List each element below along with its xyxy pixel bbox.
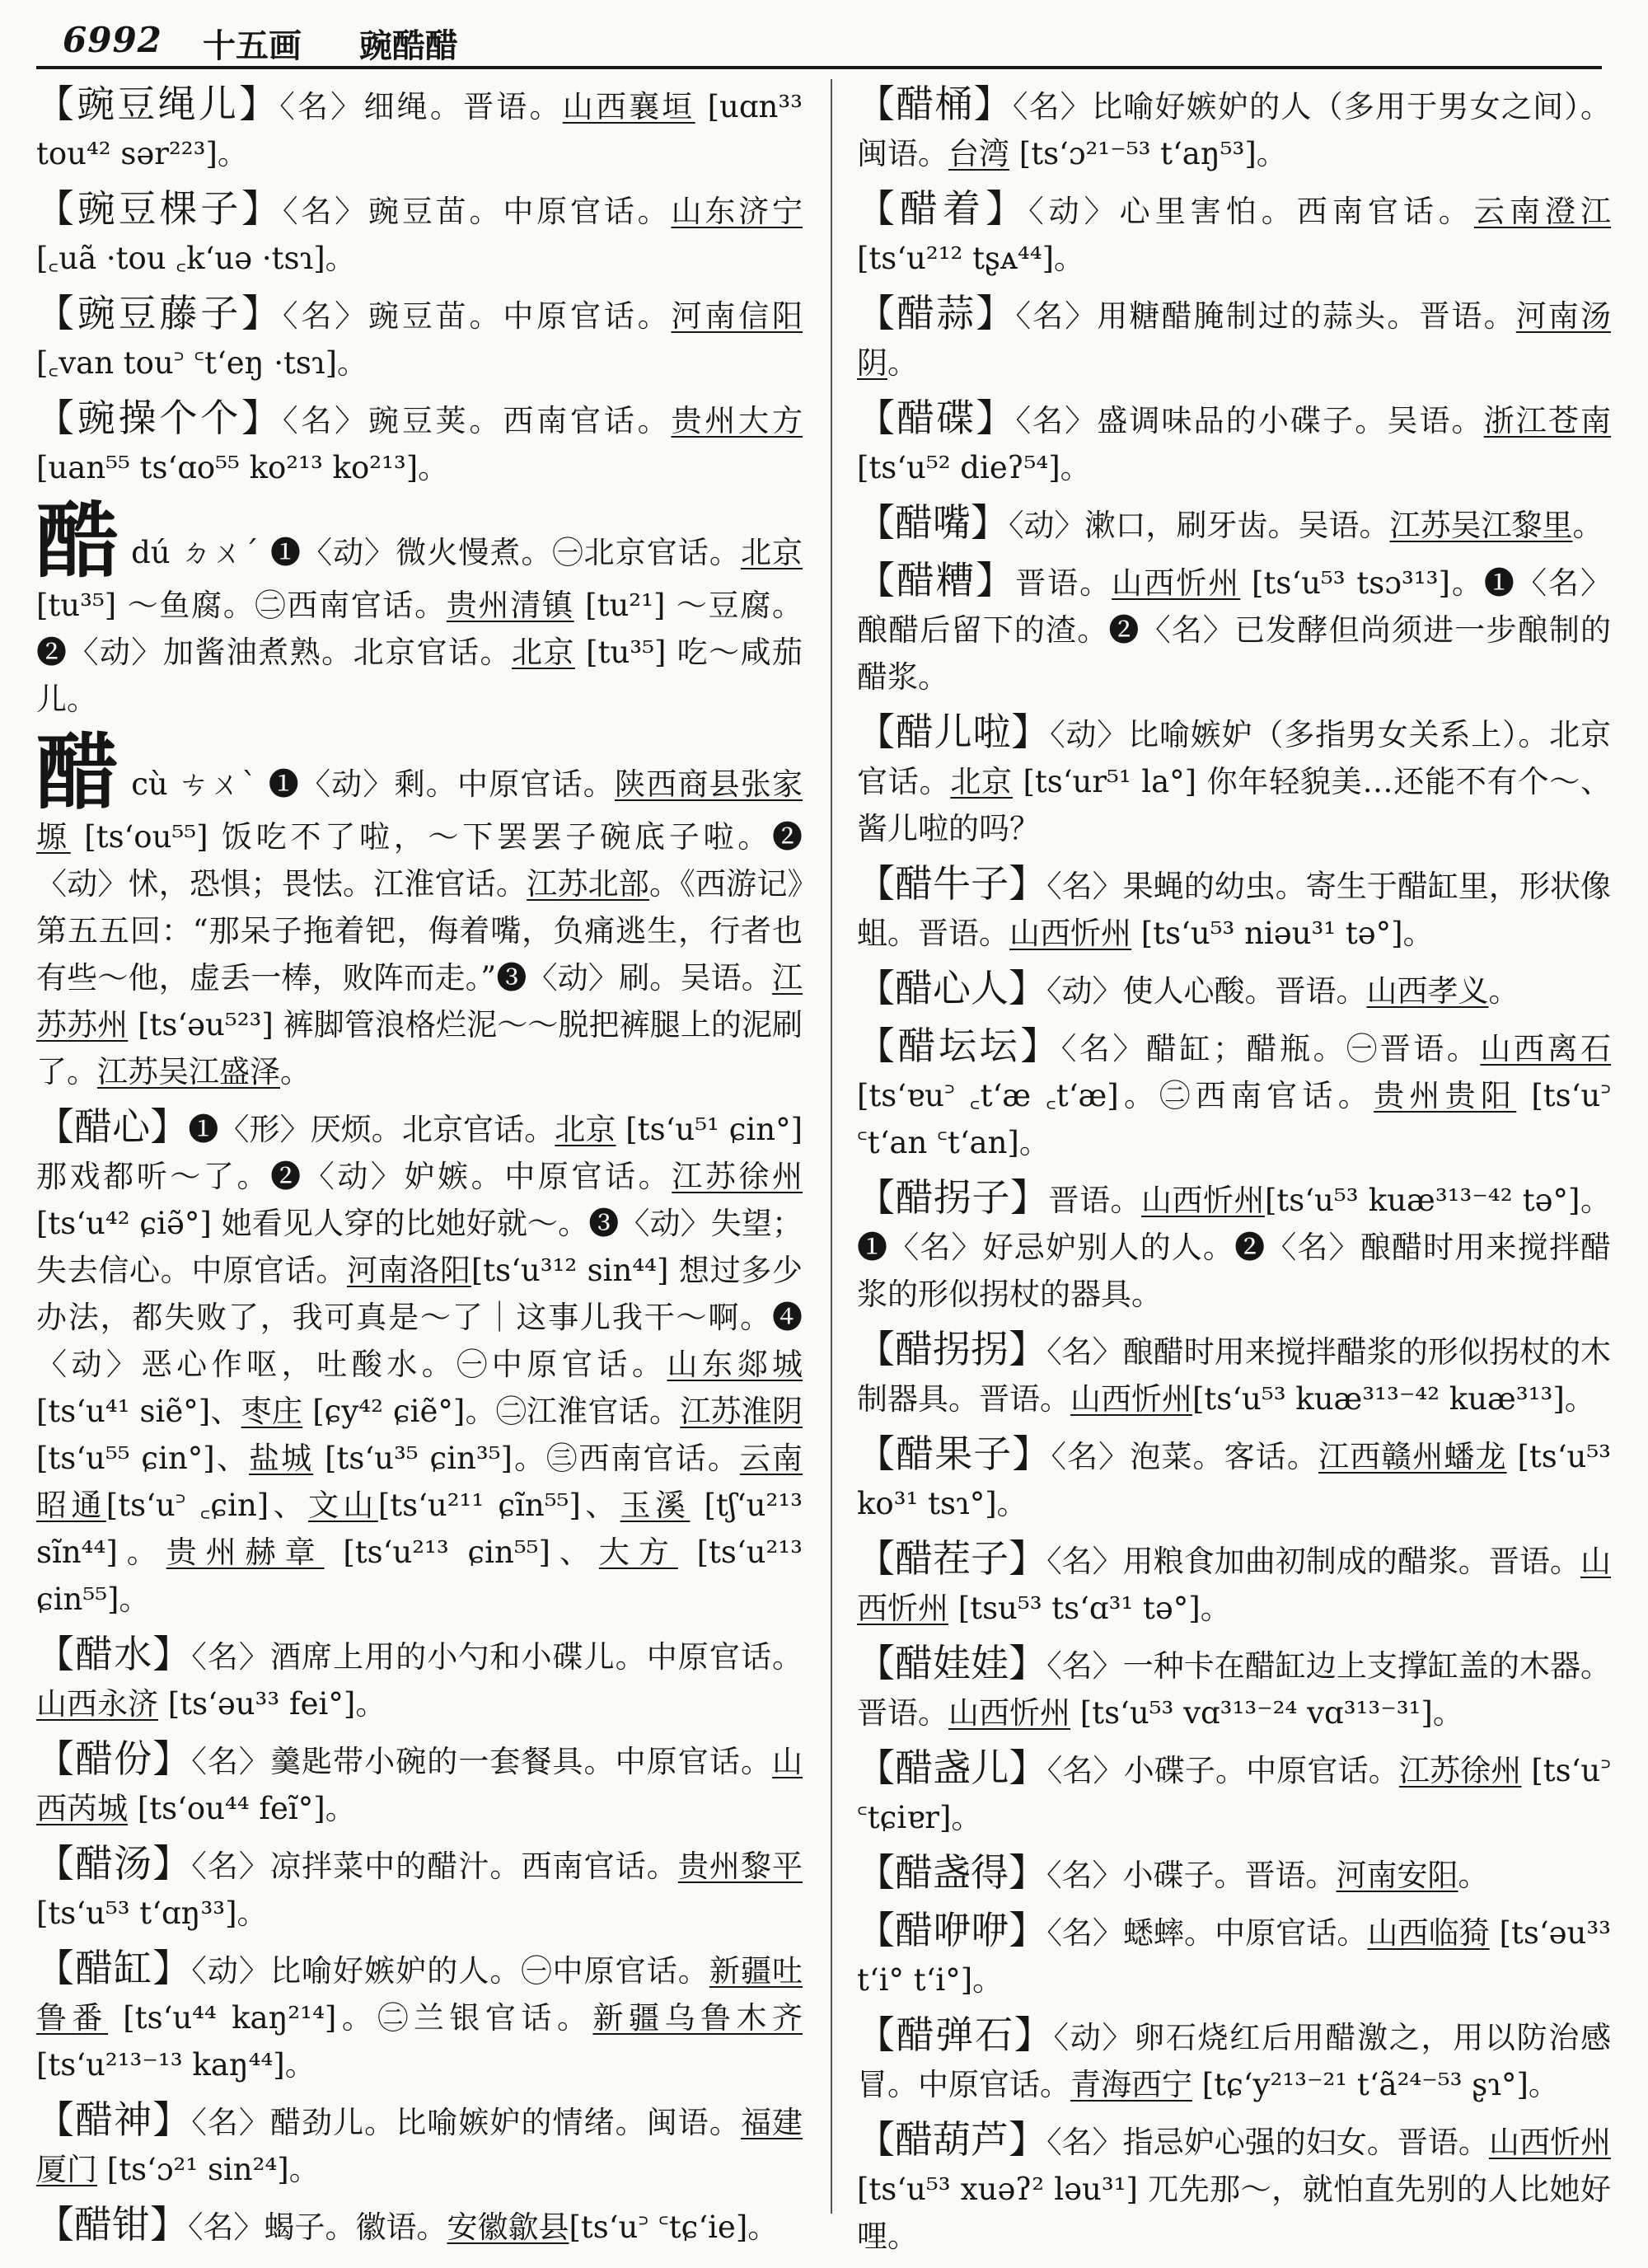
entry-text: 〈动〉使人心酸。晋语。	[1046, 973, 1367, 1009]
place-name: 青海西宁	[1070, 2067, 1192, 2102]
entry-text: [ts‘u⁵⁵ ɕin°]、	[36, 1441, 249, 1476]
entry-text: 〈名〉指忌妒心强的妇女。晋语。	[1046, 2125, 1489, 2160]
place-name: 枣庄	[241, 1394, 303, 1429]
entry-text: [ts‘u³⁵ ɕin³⁵]。㊂西南官话。	[313, 1441, 740, 1476]
entry-headword: 【醋咿咿】	[857, 1908, 1047, 1952]
entry-text: 晋语。	[1015, 565, 1112, 601]
entry-text: [ts‘u²¹³ ɕin⁵⁵]、	[324, 1535, 599, 1570]
entry-text: 〈名〉比喻好嫉妒的人（多用于男女之间）。闽语。	[857, 89, 1612, 171]
entry-text: [ts‘u⁵³ tsɔ³¹³]。❶〈名〉酿醋后留下的渣。❷〈名〉已发酵但尚须进一步酿制的醋浆。	[857, 565, 1612, 695]
place-name: 大方	[598, 1535, 678, 1570]
dictionary-entry	[36, 1104, 803, 1623]
entry-text: [ts‘ou⁴⁴ feĩ°]。	[128, 1791, 356, 1826]
entry-text: 〈名〉蝎子。徽语。	[188, 2209, 447, 2245]
place-name: 山西忻州	[1488, 2125, 1612, 2160]
entry-headword: 【醋蒜】	[857, 291, 1016, 335]
entry-text: 晋语。	[1048, 1183, 1141, 1218]
dictionary-entry	[857, 1640, 1611, 1736]
place-name: 台湾	[948, 136, 1009, 171]
entry-text: 。	[1572, 508, 1604, 543]
dictionary-entry	[857, 499, 1611, 549]
dictionary-entry	[36, 1840, 803, 1937]
dictionary-entry	[857, 1849, 1611, 1899]
entry-text: ❶〈形〉厌烦。北京官话。	[188, 1112, 555, 1147]
right-column	[857, 81, 1611, 2268]
entry-text: 〈动〉比喻嫉妒（多指男女关系上）。北京官话。	[857, 717, 1612, 799]
entry-headword: 【醋份】	[36, 1736, 192, 1781]
entry-text: [ts‘u⁵² dieʔ⁵⁴]。	[857, 450, 1091, 485]
entry-text: [ts‘u⁵³ vɑ³¹³⁻²⁴ vɑ³¹³⁻³¹]。	[1070, 1695, 1463, 1731]
entry-headword: 【豌操个个】	[36, 396, 283, 440]
entry-text: [ts‘ɐu꜄ ꜀t‘æ ꜀t‘æ]。㊁西南官话。	[857, 1078, 1374, 1113]
entry-text: 〈动〉卵石烧红后用醋激之，用以防治感冒。中原官话。	[857, 2020, 1612, 2102]
entry-text: 。	[1488, 973, 1519, 1009]
place-name: 山西忻州	[1112, 565, 1241, 601]
entry-text: 〈名〉泡菜。客话。	[1051, 1439, 1318, 1474]
entry-text: [uan⁵⁵ ts‘ɑo⁵⁵ ko²¹³ ko²¹³]。	[36, 450, 449, 485]
entry-text: cù ㄘㄨˋ ❶〈动〉剩。中原官话。	[131, 766, 615, 802]
place-name: 贵州大方	[671, 403, 803, 438]
dictionary-entry	[857, 1535, 1611, 1632]
dictionary-entry	[857, 1431, 1611, 1527]
place-name: 山东济宁	[671, 194, 803, 229]
entry-text: [ts‘əu⁵²³] 裤脚管浪格烂泥～～脱把裤腿上的泥刷了。	[36, 1007, 803, 1089]
entry-text: [ts‘u⁵¹ ɕin°] 那戏都听～了。❷〈动〉妒嫉。中原官话。	[36, 1112, 803, 1194]
entry-text: 〈名〉豌豆苗。中原官话。	[283, 298, 672, 334]
dictionary-entry	[857, 1326, 1611, 1422]
entry-headword: 【醋葫芦】	[857, 2117, 1047, 2162]
entry-text: [ts‘u⁵³ t‘ɑŋ³³]。	[36, 1895, 268, 1931]
place-name: 江苏徐州	[1398, 1753, 1522, 1788]
entry-text: [ts‘u꜄ ꜂tɕ‘ie]。	[569, 2209, 779, 2245]
place-name: 江苏苏州	[36, 960, 803, 1043]
entry-headword: 【醋盏得】	[857, 1850, 1046, 1895]
place-name: 贵州贵阳	[1374, 1078, 1517, 1113]
place-name: 北京	[740, 535, 803, 570]
entry-headword: 【豌豆绳儿】	[36, 82, 280, 126]
entry-text: dú ㄉㄨˊ ❶〈动〉微火慢煮。㊀北京官话。	[131, 535, 741, 570]
entry-headword: 【醋弹石】	[857, 2013, 1054, 2057]
entry-headword: 【醋嘴】	[857, 500, 1009, 545]
entry-headword: 【豌豆藤子】	[36, 291, 283, 335]
place-name: 新疆吐鲁番	[36, 1953, 803, 2036]
dictionary-entry	[36, 81, 803, 177]
headword-character: 醋	[36, 724, 120, 821]
place-name: 山西忻州	[1009, 916, 1131, 951]
place-name: 江苏淮阴	[680, 1394, 803, 1429]
place-name: 山西孝义	[1366, 973, 1489, 1009]
place-name: 山西忻州	[1070, 1381, 1192, 1417]
entry-text: 〈名〉豌豆苗。中原官话。	[283, 194, 672, 229]
entry-text: [ts‘u꜄ ꜂t‘an ꜂t‘an]。	[857, 1078, 1612, 1160]
entry-text: [ts‘ɔ²¹⁻⁵³ t‘aŋ⁵³]。	[1009, 136, 1287, 171]
entry-headword: 【醋桶】	[857, 82, 1013, 126]
entry-text: [ts‘u꜄ ꜀ɕin]、	[105, 1488, 309, 1523]
place-name: 新疆乌鲁木齐	[592, 2000, 803, 2036]
entry-text: [tu³⁵] 吃～咸茄儿。	[36, 635, 803, 717]
entry-text: [tʃ‘u²¹³ sĩn⁴⁴]。	[36, 1488, 803, 1570]
dictionary-entry	[857, 557, 1611, 701]
entry-text: 〈名〉蟋蟀。中原官话。	[1046, 1915, 1368, 1951]
place-name: 山西芮城	[36, 1744, 803, 1826]
dictionary-entry	[857, 965, 1611, 1015]
place-name: 北京	[950, 764, 1013, 799]
place-name: 福建厦门	[36, 2105, 803, 2187]
entry-headword: 【醋娃娃】	[857, 1641, 1047, 1685]
entry-headword: 【醋糟】	[857, 558, 1016, 602]
entry-text: [ts‘u⁵³ ko³¹ tsɿ°]。	[857, 1439, 1612, 1521]
entry-text: 〈动〉心里害怕。西南官话。	[1028, 194, 1474, 229]
entry-text: [ts‘ur⁵¹ la°] 你年轻貌美…还能不有个～、酱儿啦的吗？	[857, 764, 1612, 846]
entry-headword: 【醋儿啦】	[857, 710, 1051, 754]
entry-text: [ts‘u²¹³ ɕin⁵⁵]。	[36, 1535, 803, 1617]
entry-text: 〈名〉羹匙带小碗的一套餐具。中原官话。	[191, 1744, 773, 1779]
dictionary-entry	[36, 395, 803, 491]
entry-headword: 【醋果子】	[857, 1432, 1051, 1476]
place-name: 河南信阳	[671, 298, 803, 334]
entry-text: 〈名〉细绳。晋语。	[279, 89, 563, 124]
entry-headword: 【醋着】	[857, 186, 1029, 231]
entry-text: 〈名〉一种卡在醋缸边上支撑缸盖的木器。晋语。	[857, 1648, 1611, 1731]
dictionary-entry	[857, 2012, 1611, 2108]
entry-text: 〈名〉凉拌菜中的醋汁。西南官话。	[191, 1849, 678, 1884]
dictionary-entry	[857, 185, 1611, 282]
dictionary-entry	[857, 290, 1611, 387]
entry-text: 〈名〉醋缸；醋瓶。㊀晋语。	[1060, 1031, 1481, 1066]
entry-text: [ts‘u⁵³ niəu³¹ tə°]。	[1131, 916, 1434, 951]
place-name: 河南洛阳	[347, 1253, 471, 1288]
entry-text: [ts‘u⁴¹ siẽ°]、	[36, 1394, 241, 1429]
place-name: 文山	[308, 1488, 378, 1523]
entry-headword: 【醋神】	[36, 2097, 192, 2142]
place-name: 江苏吴江盛泽	[97, 1054, 280, 1089]
dictionary-entry	[857, 1023, 1611, 1166]
entry-text: [ts‘u꜄ ꜂tɕiɐr]。	[857, 1753, 1612, 1835]
entry-text: [tsu⁵³ ts‘ɑ³¹ tə°]。	[948, 1591, 1231, 1626]
entry-headword: 【醋茬子】	[857, 1536, 1047, 1581]
place-name: 山西忻州	[857, 1544, 1611, 1626]
entry-text: [ts‘ou⁵⁵] 饭吃不了啦，～下罢罢子碗底子啦。❷〈动〉怵，恐惧；畏怯。江淮官话。	[36, 819, 803, 902]
entry-headword: 【醋缸】	[36, 1946, 192, 1990]
entry-text: [ts‘əu³³ t‘i° t‘i°]。	[857, 1915, 1612, 1998]
page-number: 6992	[63, 20, 162, 60]
place-name: 玉溪	[620, 1488, 691, 1523]
entry-headword: 【醋坛坛】	[857, 1024, 1061, 1068]
dictionary-entry	[36, 185, 803, 282]
entry-headword: 【醋心人】	[857, 966, 1046, 1010]
place-name: 云南昭通	[36, 1441, 803, 1523]
entry-text: 〈动〉漱口，刷牙齿。吴语。	[1009, 508, 1390, 543]
entry-text: 〈名〉盛调味品的小碟子。吴语。	[1015, 403, 1484, 438]
entry-text: [ts‘ɔ²¹ sin²⁴]。	[97, 2152, 320, 2187]
dictionary-entry	[36, 1736, 803, 1832]
entry-text: 〈名〉果蝇的幼虫。寄生于醋缸里，形状像蛆。晋语。	[857, 869, 1611, 951]
entry-text: [ts‘u²¹² tʂᴀ⁴⁴]。	[857, 241, 1085, 276]
entry-text: [tu²¹] ～豆腐。❷〈动〉加酱油煮熟。北京官话。	[36, 588, 803, 670]
dictionary-entry	[36, 2201, 803, 2251]
page-header	[63, 20, 1595, 65]
entry-text: [ts‘u³¹² sin⁴⁴] 想过多少办法，都失败了，我可真是～了｜这事儿我干～啊。❹〈动〉恶心作呕，吐酸水。㊀中原官话。	[36, 1253, 803, 1382]
place-name: 江西赣州蟠龙	[1318, 1439, 1507, 1474]
dictionary-entry	[857, 1174, 1611, 1318]
entry-headword: 【醋水】	[36, 1632, 192, 1676]
dictionary-entry	[36, 1945, 803, 2088]
place-name: 山西永济	[36, 1686, 158, 1722]
entry-text: 〈名〉酿醋时用来搅拌醋浆的形似拐杖的木制器具。晋语。	[857, 1334, 1611, 1417]
entry-text: [tu³⁵] ～鱼腐。㊁西南官话。	[36, 588, 447, 623]
dictionary-entry	[857, 709, 1611, 852]
dictionary-entry	[857, 860, 1611, 957]
place-name: 山西忻州	[948, 1695, 1070, 1731]
entry-headword: 【醋碟】	[857, 396, 1016, 440]
dictionary-entry	[36, 1631, 803, 1727]
entry-text: [꜀uã ·tou ꜀k‘uə ·tsɿ]。	[36, 241, 356, 276]
entry-headword: 【醋钳】	[36, 2202, 188, 2247]
entry-text: 〈名〉用粮食加曲初制成的醋浆。晋语。	[1046, 1544, 1580, 1579]
place-name: 山西忻州	[1141, 1183, 1265, 1218]
column-divider	[831, 79, 832, 2214]
place-name: 山西襄垣	[562, 89, 695, 124]
entry-text: 。《西游记》第五五回：“那呆子拖着钯，侮着嘴，负痛逃生，行者也有些～他，虚丢一棒，败阵而走。”❸〈动〉刷。吴语。	[36, 866, 803, 996]
place-name: 浙江苍南	[1483, 403, 1612, 438]
entry-text: [ts‘u⁵³ xuəʔ² ləu³¹] 兀先那～，就怕直先别的人比她好哩。	[857, 2172, 1611, 2254]
dictionary-entry	[857, 2116, 1611, 2260]
entry-headword: 【豌豆棵子】	[36, 186, 283, 231]
dictionary-entry	[857, 1745, 1611, 1841]
place-name: 贵州黎平	[677, 1849, 803, 1884]
place-name: 北京	[511, 635, 575, 670]
entry-text: 。	[887, 345, 918, 381]
section-label: 十五画	[203, 26, 302, 65]
place-name: 云南澄江	[1473, 194, 1612, 229]
entry-text: 〈名〉用糖醋腌制过的蒜头。晋语。	[1015, 298, 1516, 334]
entry-text: [ts‘u⁴⁴ kaŋ²¹⁴]。㊁兰银官话。	[108, 2000, 593, 2036]
place-name: 河南安阳	[1336, 1858, 1458, 1893]
entry-headword: 【醋拐拐】	[857, 1327, 1047, 1371]
entry-headword: 【醋汤】	[36, 1841, 192, 1886]
entry-text: [tɕ‘y²¹³⁻²¹ t‘ã²⁴⁻⁵³ ʂɿ°]。	[1192, 2067, 1559, 2102]
entry-text: [꜀van tou꜄ ꜂t‘eŋ ·tsɿ]。	[36, 345, 368, 381]
place-name: 贵州赫章	[166, 1535, 325, 1570]
place-name: 安徽歙县	[447, 2209, 569, 2245]
dictionary-entry	[36, 492, 803, 723]
entry-text: 〈名〉小碟子。中原官话。	[1046, 1753, 1399, 1788]
place-name: 江苏吴江黎里	[1389, 508, 1573, 543]
entry-text: 〈名〉酒席上用的小勺和小碟儿。中原官话。	[191, 1639, 803, 1675]
entry-text: [ts‘əu³³ fei°]。	[158, 1686, 386, 1722]
entry-text: [ts‘u⁵³ kuæ³¹³⁻⁴² kuæ³¹³]。	[1192, 1381, 1595, 1417]
place-name: 北京	[555, 1112, 616, 1147]
entry-text: 〈名〉醋劲儿。比喻嫉妒的情绪。闽语。	[191, 2105, 741, 2140]
entry-text: 。	[1458, 1858, 1489, 1893]
entry-text: [ts‘u²¹³⁻¹³ kaŋ⁴⁴]。	[36, 2047, 316, 2083]
entry-headword: 【醋牛子】	[857, 861, 1047, 906]
left-column	[36, 81, 803, 2259]
dictionary-entry	[857, 81, 1611, 177]
headword-character: 酷	[36, 492, 120, 589]
place-name: 山西临猗	[1367, 1915, 1490, 1951]
dictionary-entry	[857, 1907, 1611, 2003]
header-chars: 豌酷醋	[359, 26, 458, 65]
place-name: 山西离石	[1480, 1031, 1612, 1066]
entry-text: [ts‘u⁴² ɕiə̃°] 她看见人穿的比她好就～。❸〈动〉失望；失去信心。中原官话。	[36, 1206, 803, 1288]
dictionary-entry	[36, 290, 803, 387]
place-name: 江苏北部	[527, 866, 650, 902]
entry-text: 〈名〉小碟子。晋语。	[1046, 1858, 1337, 1893]
place-name: 江苏徐州	[672, 1159, 803, 1194]
entry-text: [uɑn³³ tou⁴² sər²²³]。	[36, 89, 803, 171]
header-rule	[36, 66, 1602, 69]
entry-text: [ɕy⁴² ɕiẽ°]。㊁江淮官话。	[302, 1394, 681, 1429]
place-name: 山东郯城	[667, 1347, 803, 1382]
entry-headword: 【醋拐子】	[857, 1175, 1049, 1220]
dictionary-entry	[36, 724, 803, 1095]
entry-text: [ts‘u⁵³ kuæ³¹³⁻⁴² tə°]。❶〈名〉好忌妒别人的人。❷〈名〉酿醋时用来搅拌醋浆的形似拐杖的器具。	[857, 1183, 1611, 1312]
place-name: 陕西商县张家塬	[36, 766, 803, 855]
entry-headword: 【醋心】	[36, 1104, 189, 1149]
entry-text: 〈动〉比喻好嫉妒的人。㊀中原官话。	[191, 1953, 709, 1989]
entry-text: [ts‘u²¹¹ ɕĩn⁵⁵]、	[377, 1488, 620, 1523]
place-name: 河南汤阴	[857, 298, 1612, 381]
dictionary-entry	[36, 2097, 803, 2193]
place-name: 盐城	[248, 1441, 314, 1476]
entry-text: 。	[280, 1054, 311, 1089]
entry-text: 〈名〉豌豆荚。西南官话。	[283, 403, 672, 438]
place-name: 贵州清镇	[446, 588, 574, 623]
entry-headword: 【醋盏儿】	[857, 1746, 1047, 1790]
dictionary-entry	[857, 395, 1611, 491]
